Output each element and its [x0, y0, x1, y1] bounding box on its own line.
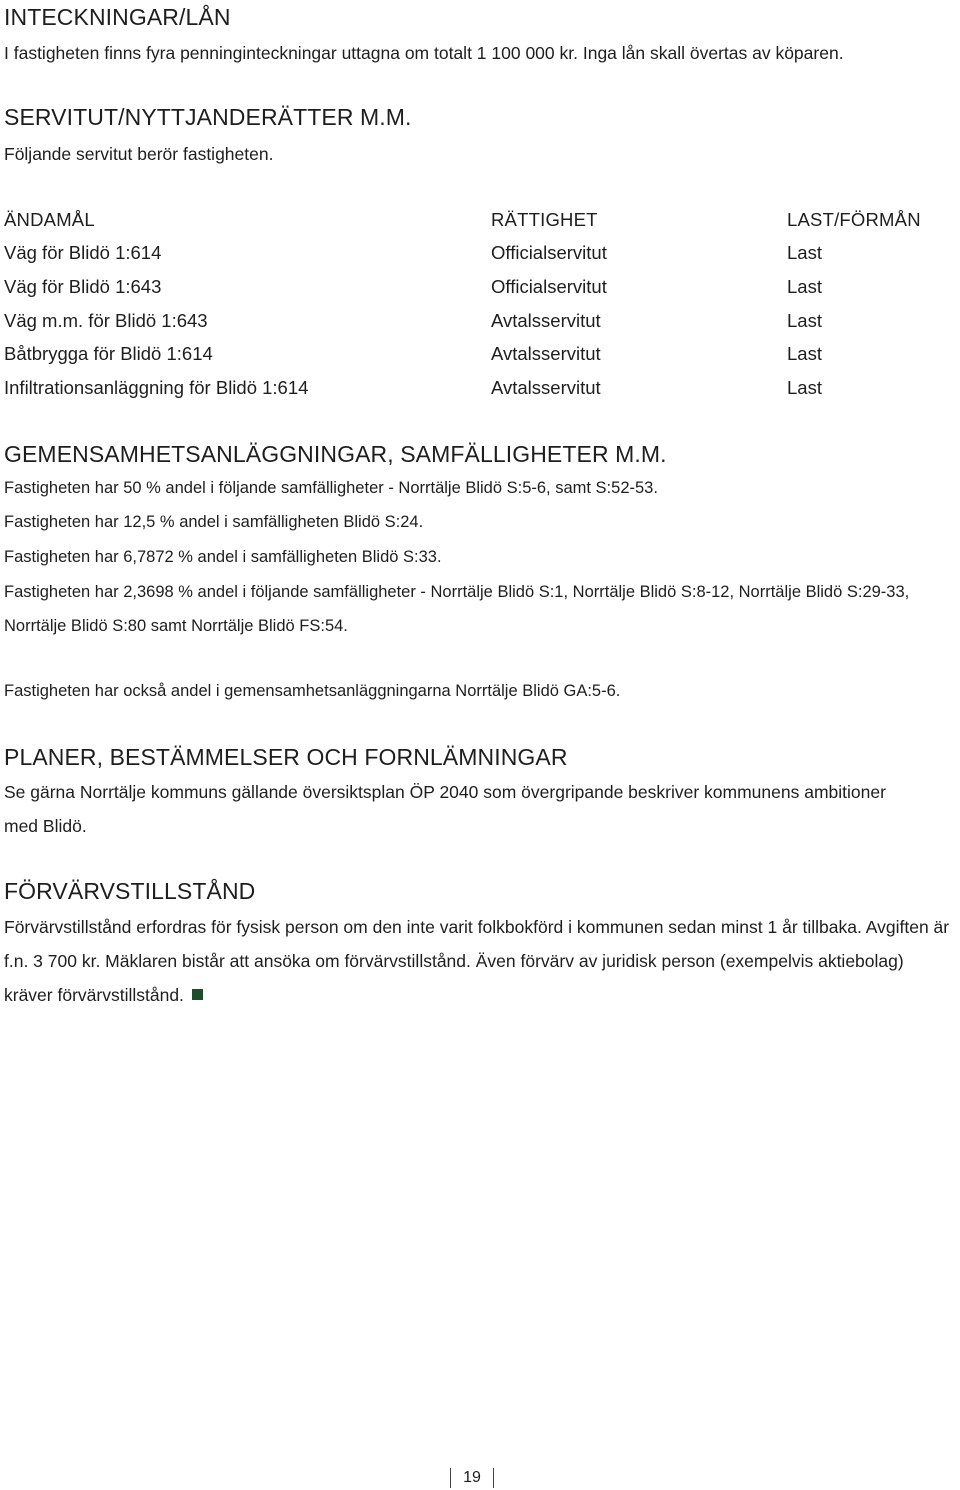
inteckningar-text: I fastigheten finns fyra penninginteckningar uttagna om totalt 1 100 000 kr. Inga lån skall övertas av köparen.	[4, 43, 844, 63]
section-heading-servitut: SERVITUT/NYTTJANDERÄTTER M.M.	[4, 104, 412, 130]
table-row	[4, 337, 956, 371]
cell-rattighet: Avtalsservitut	[491, 309, 601, 331]
servitut-table	[4, 203, 956, 405]
cell-rattighet: Avtalsservitut	[491, 343, 601, 365]
document-page	[4, 0, 956, 1490]
page-footer	[448, 1466, 496, 1490]
cell-last-forman: Last	[787, 275, 822, 297]
forvarv-text	[4, 910, 956, 1012]
section-heading-inteckningar: INTECKNINGAR/LÅN	[4, 4, 231, 30]
servitut-intro: Följande servitut berör fastigheten.	[4, 144, 274, 164]
table-row	[4, 237, 956, 271]
cell-last-forman: Last	[787, 343, 822, 365]
section-heading-gemensamhetsanlaggningar: GEMENSAMHETSANLÄGGNINGAR, SAMFÄLLIGHETER M.M.	[4, 441, 667, 467]
table-row	[4, 371, 956, 405]
gemensam-paragraph-3: Fastigheten har 6,7872 % andel i samfälligheten Blidö S:33.	[4, 548, 442, 566]
table-header-row	[4, 203, 956, 237]
cell-last-forman: Last	[787, 309, 822, 331]
cell-rattighet: Officialservitut	[491, 275, 607, 297]
gemensam-paragraph-5: Fastigheten har också andel i gemensamhetsanläggningarna Norrtälje Blidö GA:5-6.	[4, 682, 621, 700]
section-heading-forvarvstillstand: FÖRVÄRVSTILLSTÅND	[4, 878, 256, 904]
section-heading-planer: PLANER, BESTÄMMELSER OCH FORNLÄMNINGAR	[4, 744, 568, 770]
column-header-andamal: ÄNDAMÅL	[4, 208, 95, 230]
gemensam-paragraph-1: Fastigheten har 50 % andel i följande samfälligheter - Norrtälje Blidö S:5-6, samt S:52-53.	[4, 479, 658, 497]
footer-divider-right	[493, 1468, 494, 1488]
end-of-article-square-icon	[192, 989, 203, 1000]
cell-andamal: Väg för Blidö 1:614	[4, 242, 162, 264]
cell-last-forman: Last	[787, 376, 822, 398]
column-header-last-forman: LAST/FÖRMÅN	[787, 208, 921, 230]
cell-rattighet: Avtalsservitut	[491, 376, 601, 398]
page-number: 19	[463, 1469, 481, 1486]
table-row	[4, 270, 956, 304]
planer-text: Se gärna Norrtälje kommuns gällande översiktsplan ÖP 2040 som övergripande beskriver kommunens ambitioner med Blidö.	[4, 782, 886, 836]
cell-last-forman: Last	[787, 242, 822, 264]
cell-rattighet: Officialservitut	[491, 242, 607, 264]
table-row	[4, 304, 956, 338]
gemensam-paragraph-2: Fastigheten har 12,5 % andel i samfälligheten Blidö S:24.	[4, 513, 424, 531]
gemensam-paragraph-4: Fastigheten har 2,3698 % andel i följande samfälligheter - Norrtälje Blidö S:1, Norrtälje Blidö S:8-12, Norrtälje Blidö S:29-33, Norrtälje Blidö S:80 samt Norrtälje Blidö FS:54.	[4, 583, 910, 635]
cell-andamal: Båtbrygga för Blidö 1:614	[4, 343, 213, 365]
forvarv-text-body: Förvärvstillstånd erfordras för fysisk person om den inte varit folkbokförd i kommunen sedan minst 1 år tillbaka. Avgiften är f.n. 3 700 kr. Mäklaren bistår att ansöka om förvärvstillstånd. Även förvärv av juridisk person (exempelvis aktiebolag) kräver förvärvstillstånd.	[4, 917, 950, 1005]
cell-andamal: Väg m.m. för Blidö 1:643	[4, 309, 208, 331]
cell-andamal: Väg för Blidö 1:643	[4, 275, 162, 297]
column-header-rattighet: RÄTTIGHET	[491, 208, 598, 230]
cell-andamal: Infiltrationsanläggning för Blidö 1:614	[4, 376, 309, 398]
